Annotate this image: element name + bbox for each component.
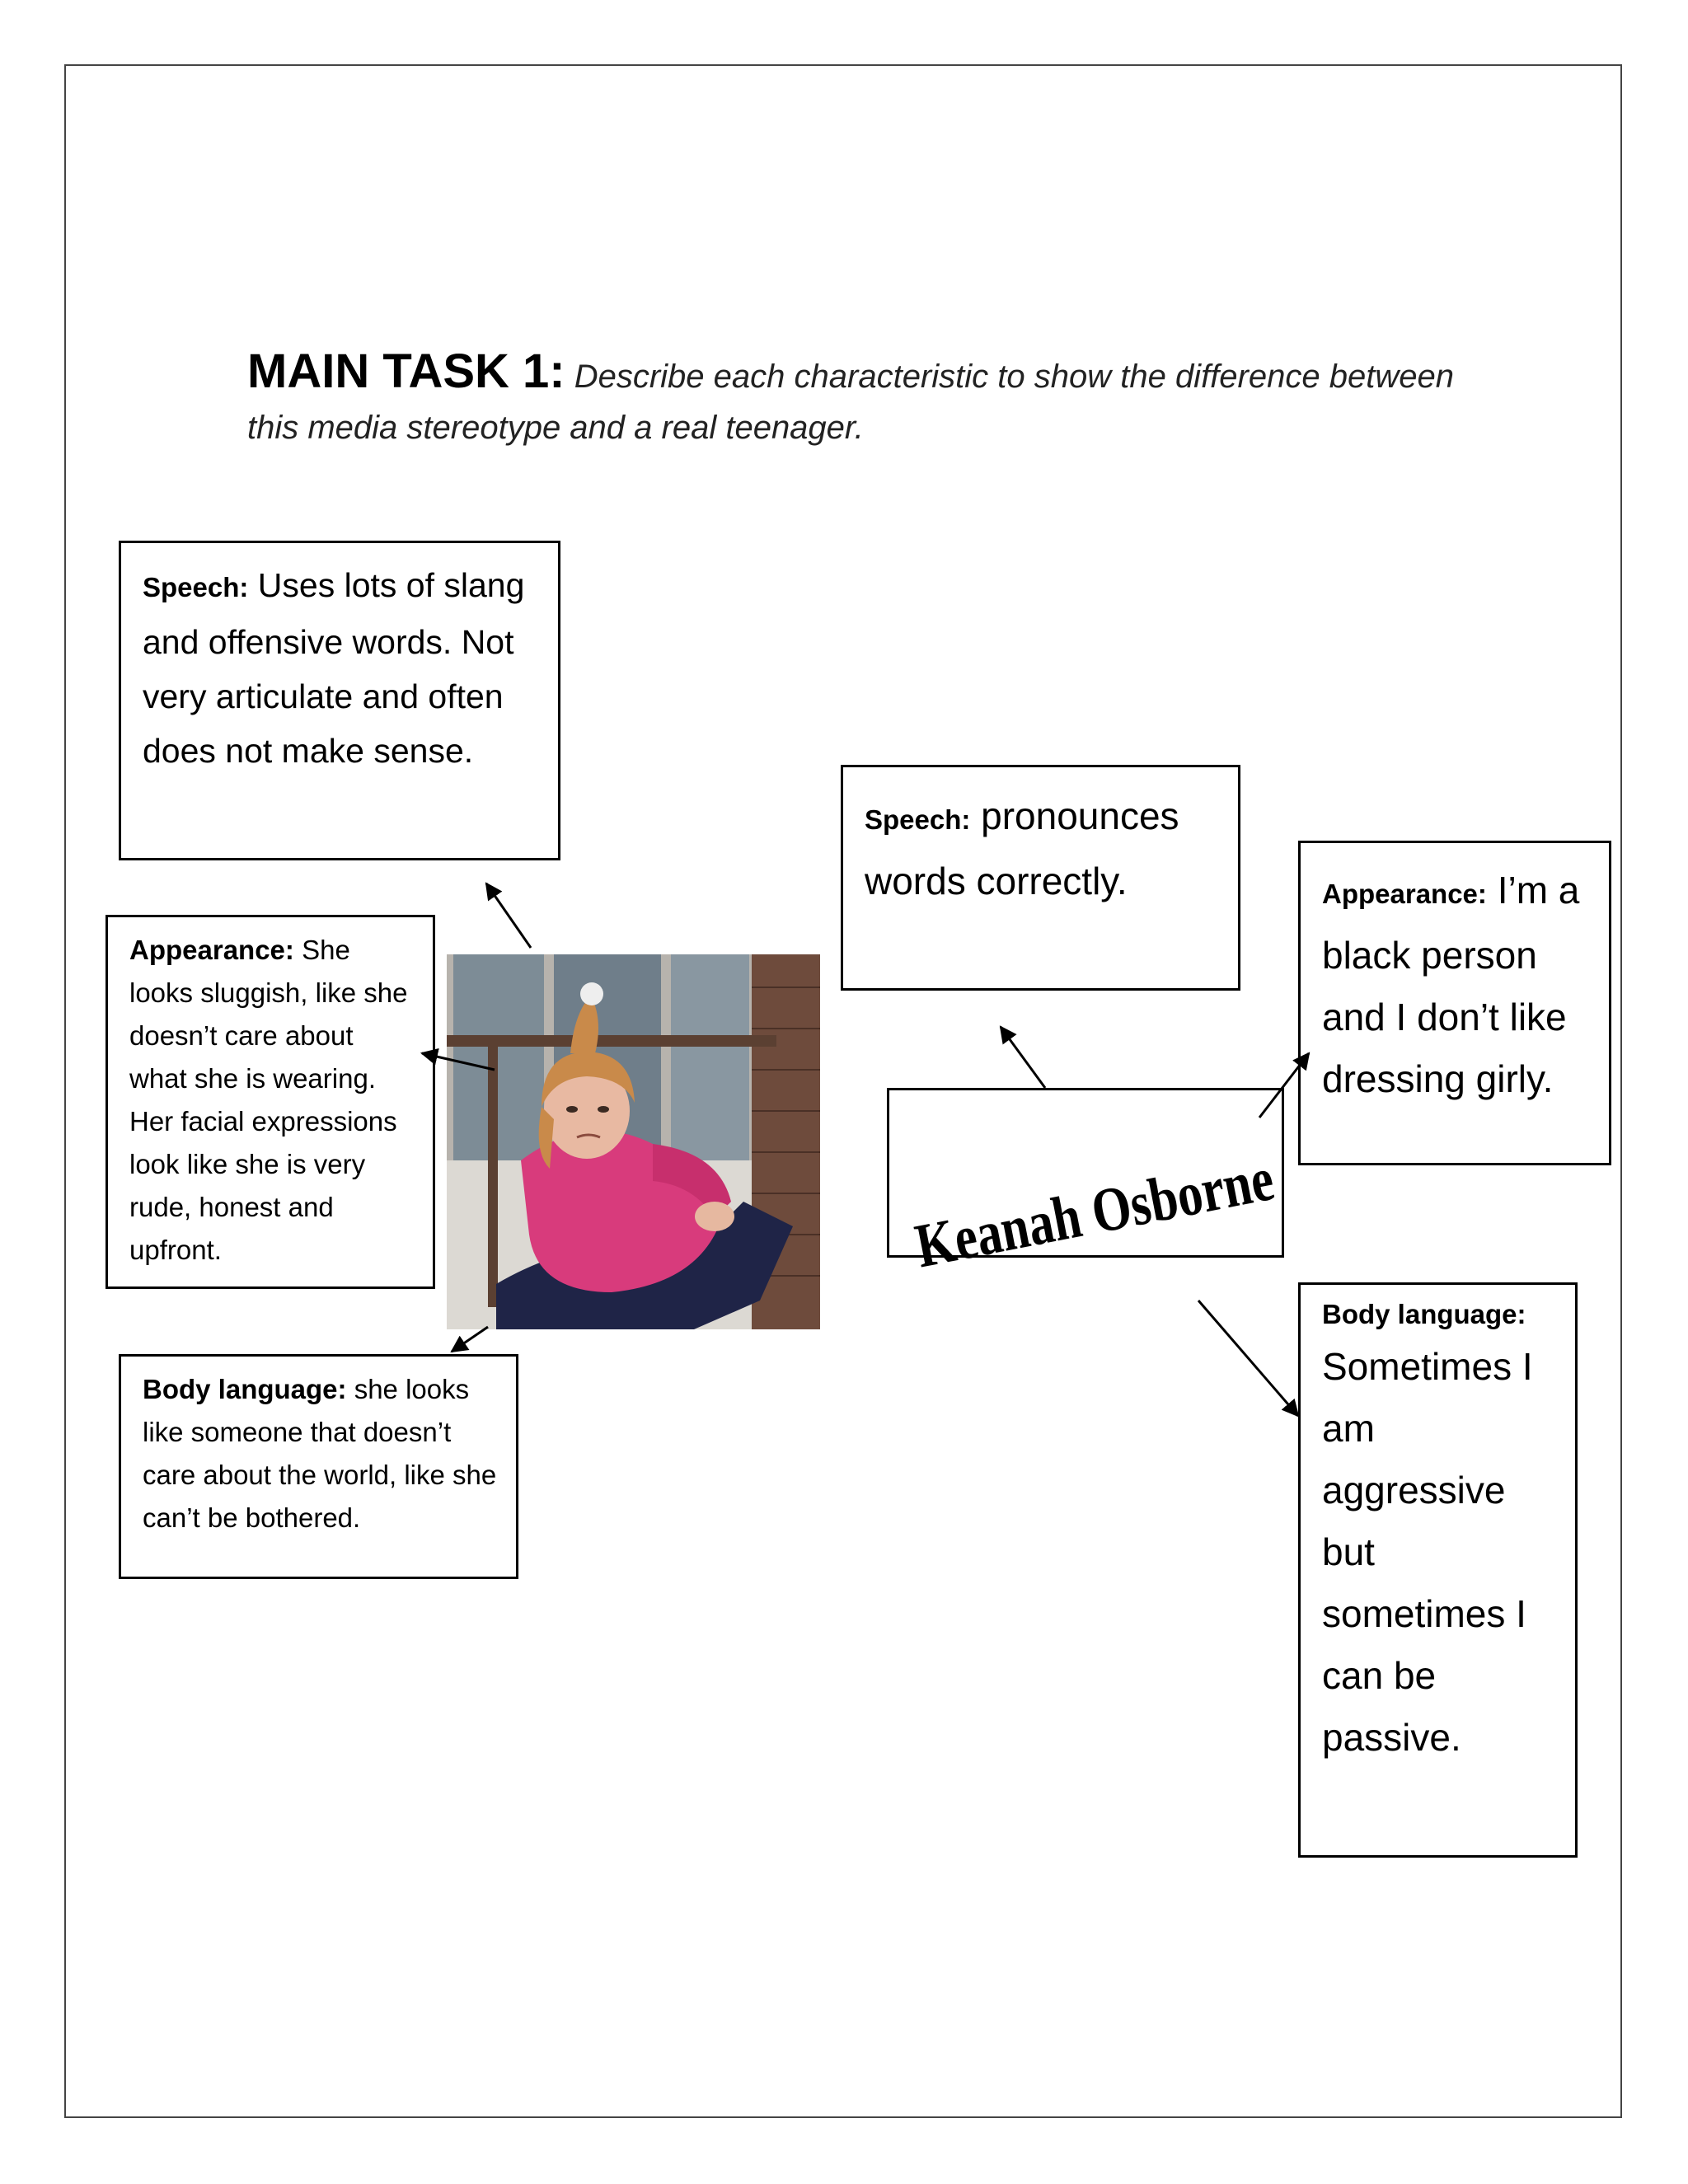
real-teen-name-art xyxy=(901,1108,1370,1282)
stereotype-body-language-label: Body language: xyxy=(143,1374,347,1404)
stereotype-appearance-text: She looks sluggish, like she doesn’t care about what she is wearing. Her facial expressions look like she is very rude, honest and upfront. xyxy=(129,935,408,1265)
stereotype-speech-box xyxy=(119,541,560,860)
stereotype-speech-label: Speech: xyxy=(143,572,249,602)
task-title xyxy=(247,346,1484,453)
real-teen-appearance-box xyxy=(1298,841,1611,1165)
real-teen-body-language-label: Body language: xyxy=(1322,1299,1526,1329)
task-title-lead: MAIN TASK 1: xyxy=(247,344,565,398)
real-teen-speech-text: pronounces words correctly. xyxy=(865,794,1179,902)
character-photo-illustration xyxy=(447,954,820,1329)
stereotype-body-language-text: she looks like someone that doesn’t care about the world, like she can’t be bothered. xyxy=(143,1374,497,1533)
stereotype-speech-text: Uses lots of slang and offensive words. Not very articulate and often does not make sense. xyxy=(143,566,525,770)
real-teen-body-language-text: Sometimes I am aggressive but sometimes I can be passive. xyxy=(1322,1345,1533,1759)
real-teen-name: Keanah Osborne xyxy=(910,1126,1370,1282)
stereotype-body-language-box xyxy=(119,1354,518,1579)
real-teen-appearance-text: I’m a black person and I don’t like dressing girly. xyxy=(1322,869,1580,1100)
task-instruction: Describe each characteristic to show the difference between this media stereotype and a real teenager. xyxy=(247,359,1454,446)
stereotype-appearance-label: Appearance: xyxy=(129,935,294,965)
real-teen-body-language-box xyxy=(1298,1282,1578,1858)
real-teen-speech-box xyxy=(841,765,1240,991)
stereotype-appearance-box xyxy=(106,915,435,1289)
real-teen-speech-label: Speech: xyxy=(865,804,971,835)
character-photo xyxy=(447,954,820,1329)
real-teen-appearance-label: Appearance: xyxy=(1322,879,1487,909)
